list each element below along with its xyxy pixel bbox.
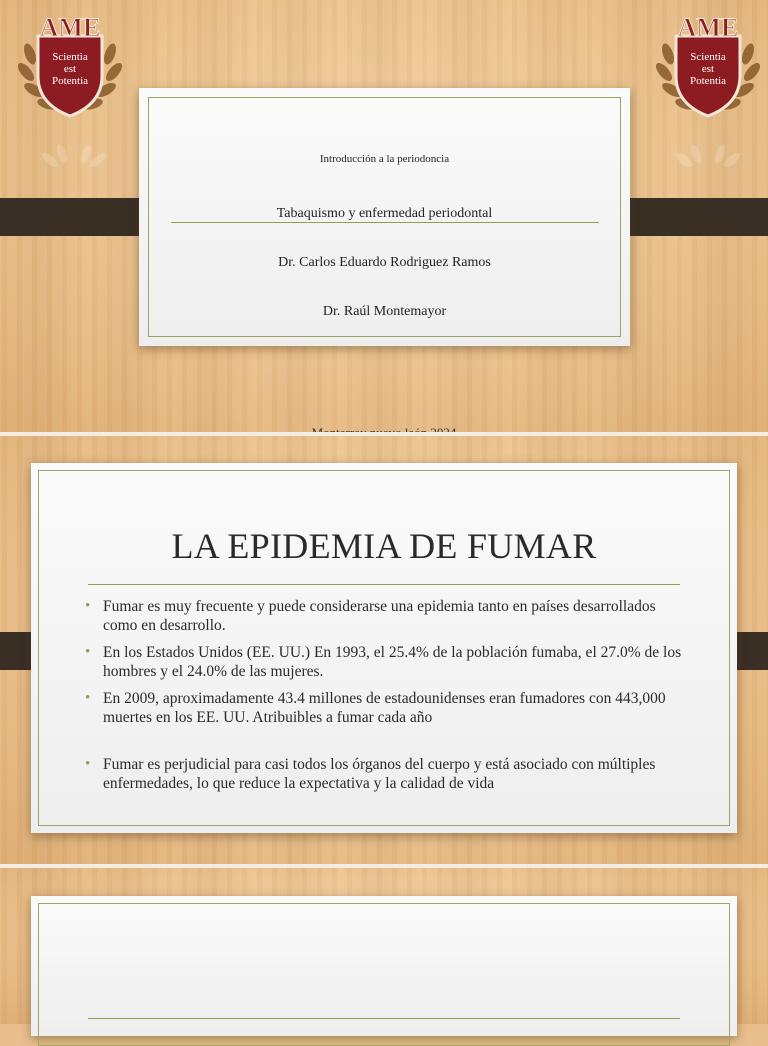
content-card <box>31 896 737 1036</box>
logo-motto-2: est <box>63 63 77 75</box>
ame-logo-right <box>648 6 768 122</box>
bullet-item: • En los Estados Unidos (EE. UU.) En 1993, el 25.4% de la población fumaba, el 27.0% de los hombres y el 24.0% de las mujeres. <box>85 643 685 681</box>
band-right <box>612 198 768 236</box>
content-card <box>31 463 737 833</box>
title-rule <box>88 1018 680 1019</box>
bullet-item: • Fumar es muy frecuente y puede considerarse una epidemia tanto en países desarrollados como en desarrollo. <box>85 597 685 635</box>
logo-motto-3: Potentia <box>51 75 89 87</box>
logo-brand-text: AME <box>677 13 739 42</box>
slide-3 <box>0 868 768 1024</box>
location-date <box>0 424 768 432</box>
author-2: Dr. Raúl Montemayor <box>322 304 447 319</box>
slide-title: LA EPIDEMIA DE FUMAR <box>171 526 597 566</box>
title-rule <box>171 222 599 223</box>
ame-logo-left <box>10 6 130 122</box>
logo-motto-3: Potentia <box>689 75 727 87</box>
logo-motto-1: Scientia <box>690 51 726 63</box>
bullet-item: • Fumar es perjudicial para casi todos los órganos del cuerpo y está asociado con múltiples enfermedades, lo que reduce la expectativa y la calidad de vida <box>85 755 685 793</box>
title-rule <box>88 584 680 585</box>
course-name: Introducción a la periodoncia <box>319 153 450 165</box>
presentation-topic: Tabaquismo y enfermedad periodontal <box>276 206 493 221</box>
bullet-list <box>85 597 685 801</box>
author-1: Dr. Carlos Eduardo Rodriguez Ramos <box>278 255 491 270</box>
laurel-decoration-left <box>30 142 118 176</box>
logo-motto-2: est <box>701 63 715 75</box>
band-left <box>0 198 156 236</box>
slide-1 <box>0 0 768 432</box>
bullet-item: • En 2009, aproximadamente 43.4 millones de estadounidenses eran fumadores con 443,000 muertes en los EE. UU. Atribuibles a fumar cada año <box>85 689 685 727</box>
logo-motto-1: Scientia <box>52 51 88 63</box>
slide-2 <box>0 436 768 864</box>
laurel-decoration-right <box>664 142 752 176</box>
title-card <box>139 88 630 346</box>
content-card-frame <box>38 903 730 1046</box>
logo-brand-text: AME <box>39 13 101 42</box>
